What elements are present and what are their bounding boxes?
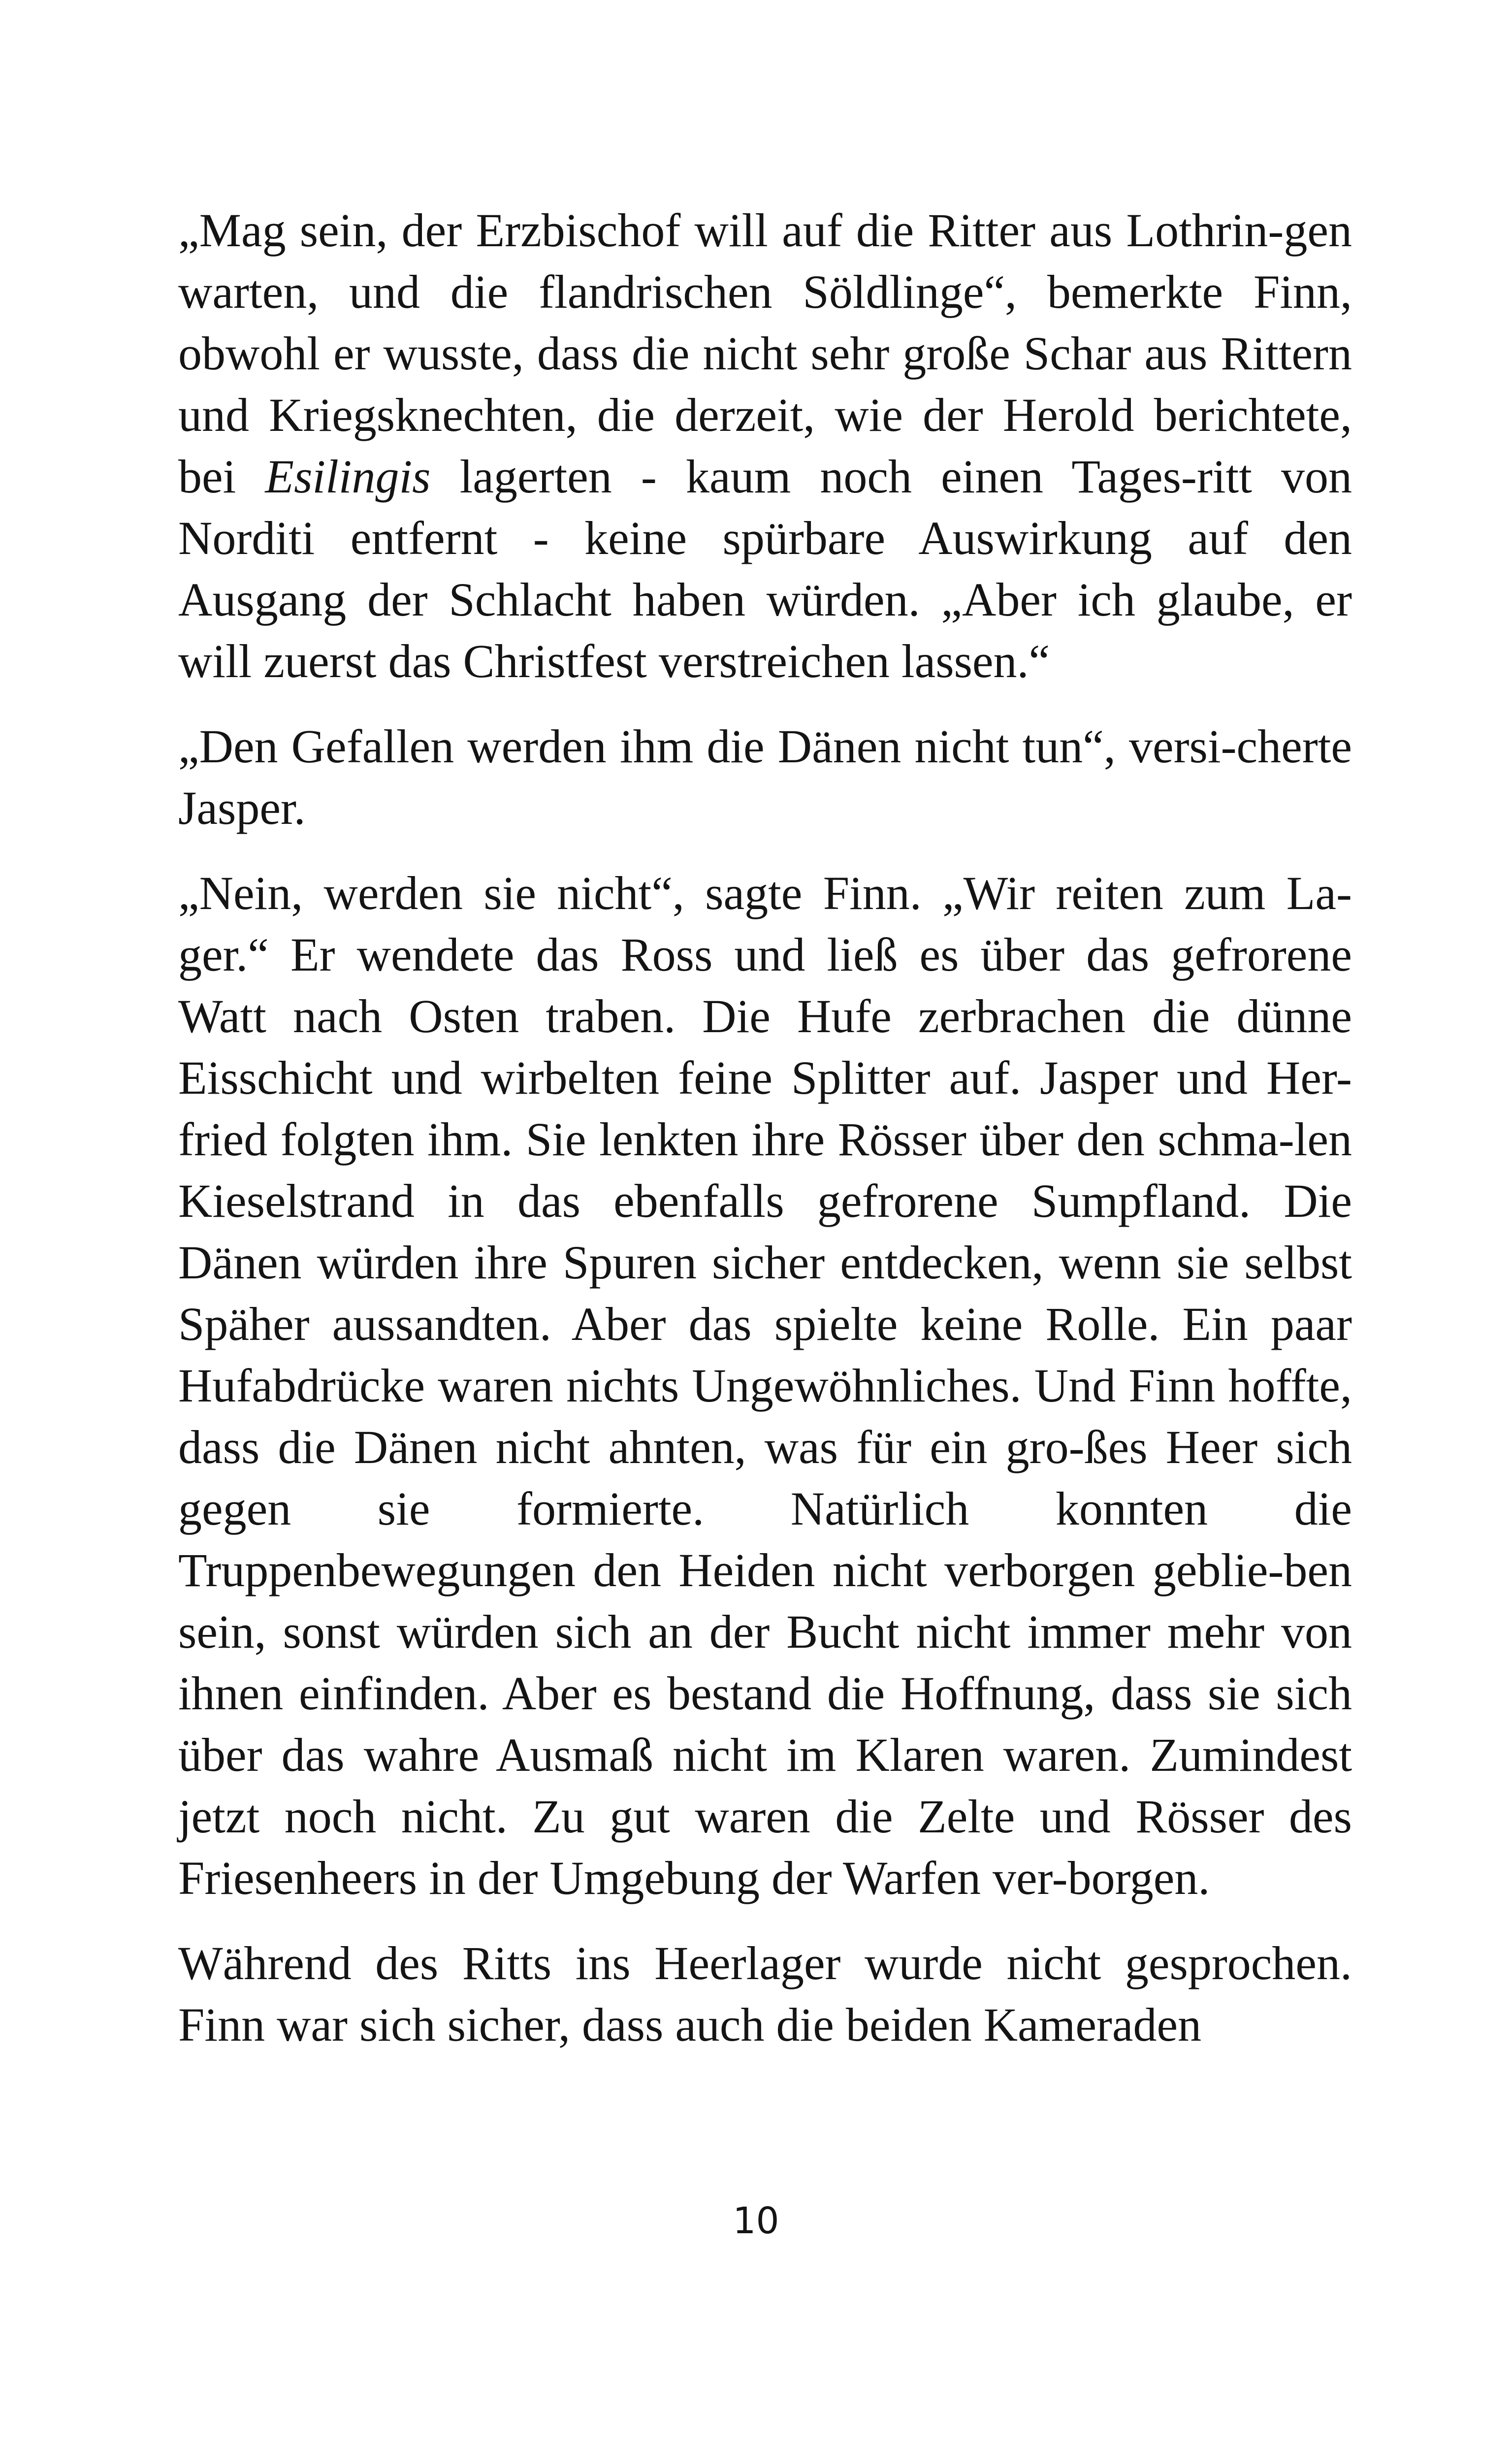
paragraph-2: „Den Gefallen werden ihm die Dänen nicht tun“, versi-cherte Jasper. — [178, 720, 1352, 834]
page-number: 10 — [733, 2200, 779, 2242]
paragraph-4: Während des Ritts ins Heerlager wurde nicht gesprochen. Finn war sich sicher, dass auch die beiden Kameraden — [178, 1937, 1352, 2051]
place-name-esilingis: Esilingis — [265, 450, 431, 503]
paragraph-1-text-start: „Mag sein, der Erzbischof will auf die Ritter aus Lothrin-gen warten, und die flandrischen Söldlinge“, bemerkte Finn, obwohl er wusste, dass die nicht sehr große Schar aus Rittern und Kriegsknechten, die derzeit, wie der Herold berichtete, bei — [178, 204, 1352, 503]
paragraph-3: „Nein, werden sie nicht“, sagte Finn. „Wir reiten zum La-ger.“ Er wendete das Ross und ließ es über das gefrorene Watt nach Osten traben. Die Hufe zerbrachen die dünne Eisschicht und wirbelten feine Splitter auf. Jasper und Her-fried folgten ihm. Sie lenkten ihre Rösser über den schma-len Kieselstrand in das ebenfalls gefrorene Sumpfland. Die Dänen würden ihre Spuren sicher entdecken, wenn sie selbst Späher aussandten. Aber das spielte keine Rolle. Ein paar Hufabdrücke waren nichts Ungewöhnliches. Und Finn hoffte, dass die Dänen nicht ahnten, was für ein gro-ßes Heer sich gegen sie formierte. Natürlich konnten die Truppenbewegungen den Heiden nicht verborgen geblie-ben sein, sonst würden sich an der Bucht nicht immer mehr von ihnen einfinden. Aber es bestand die Hoffnung, dass sie sich über das wahre Ausmaß nicht im Klaren waren. Zumindest jetzt noch nicht. Zu gut waren die Zelte und Rösser des Friesenheers in der Umgebung der Warfen ver-borgen. — [178, 867, 1352, 1904]
paragraph-1 — [178, 199, 1352, 692]
paragraph-1-text-end: lagerten - kaum noch einen Tages-ritt von Norditi entfernt - keine spürbare Auswirkung auf den Ausgang der Schlacht haben würden. „Aber ich glaube, er will zuerst das Christfest verstreichen lassen.“ — [178, 450, 1352, 687]
body-text — [178, 199, 1352, 2055]
